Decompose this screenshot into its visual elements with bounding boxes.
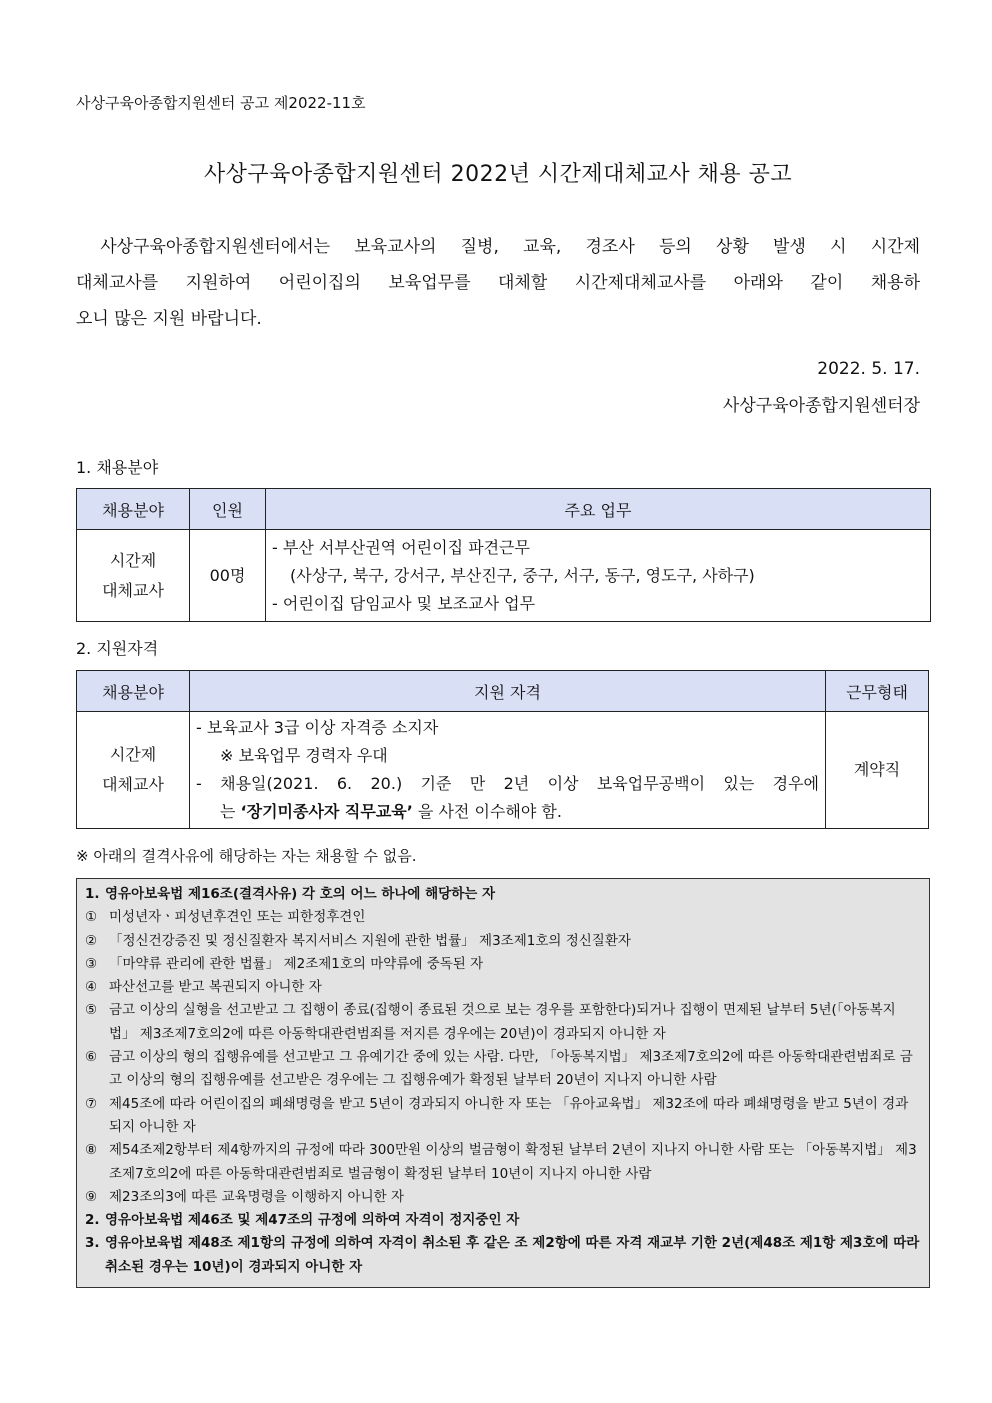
header-cell: 주요 업무: [266, 489, 931, 530]
disq-marker: ⑥: [85, 1049, 98, 1066]
disq-item: [85, 1232, 921, 1279]
disq-text: 미성년자ㆍ피성년후견인 또는 피한정후견인: [109, 909, 366, 926]
table-row: [77, 712, 929, 829]
disq-text: 제45조에 따라 어린이집의 폐쇄명령을 받고 5년이 경과되지 아니한 자 또는 「유아교육법」 제32조에 따라 폐쇄명령을 받고 5년이 경과되지 아니한 자: [109, 1095, 909, 1135]
disq-subitem: [85, 1046, 921, 1093]
signer: 사상구육아종합지원센터장: [722, 396, 920, 416]
disq-text: 금고 이상의 실형을 선고받고 그 집행이 종료(집행이 종료된 것으로 보는 경우를 포함한다)되거나 집행이 면제된 날부터 5년(「아동복지법」 제3조제7호의2에 따른 아동학대관련범죄를 저지른 경우에는 20년)이 경과되지 아니한 자: [109, 1002, 896, 1042]
disq-text: 「정신건강증진 및 정신질환자 복지서비스 지원에 관한 법률」 제3조제1호의 정신질환자: [109, 932, 631, 949]
disq-subitem: [85, 999, 921, 1046]
disq-marker: 3.: [85, 1235, 100, 1252]
duties-cell: [266, 530, 931, 622]
recruitment-field-table: [76, 488, 931, 622]
disq-text: 영유아보육법 제16조(결격사유) 각 호의 어느 하나에 해당하는 자: [105, 886, 496, 902]
qual-emphasis: ‘장기미종사자 직무교육’: [240, 802, 413, 821]
disq-marker: ④: [85, 979, 98, 996]
disq-marker: 2.: [85, 1212, 100, 1229]
disqualification-note: ※ 아래의 결격사유에 해당하는 자는 채용할 수 없음.: [76, 847, 417, 865]
intro-paragraph: [76, 229, 920, 337]
disq-subitem: [85, 1186, 921, 1209]
disq-subitem: [85, 1139, 921, 1186]
notice-number: 사상구육아종합지원센터 공고 제2022-11호: [76, 94, 366, 112]
disq-subitem: [85, 953, 921, 976]
table-header-row: [77, 671, 929, 712]
qual-line: - 보육교사 3급 이상 자격증 소지자: [196, 718, 439, 737]
disq-subitem: [85, 976, 921, 999]
qual-note: ※ 보육업무 경력자 우대: [220, 746, 388, 765]
disq-text: 영유아보육법 제48조 제1항의 규정에 의하여 자격이 취소된 후 같은 조 제2항에 따른 자격 재교부 기한 2년(제48조 제1항 제3호에 따라 취소된 경우는 10년)이 경과되지 아니한 자: [105, 1235, 920, 1275]
disq-text: 제23조의3에 따른 교육명령을 이행하지 아니한 자: [109, 1188, 405, 1205]
duty-line: (사상구, 북구, 강서구, 부산진구, 중구, 서구, 동구, 영도구, 사하구): [290, 565, 755, 585]
disq-text: 영유아보육법 제46조 및 제47조의 규정에 의하여 자격이 정지중인 자: [105, 1212, 520, 1229]
disq-text: 파산선고를 받고 복권되지 아니한 자: [109, 979, 322, 996]
disq-marker: ⑤: [85, 1002, 98, 1019]
disq-subitem: [85, 1093, 921, 1140]
disq-marker: ②: [85, 932, 98, 949]
header-cell: 인원: [190, 489, 266, 530]
field-line: 대체교사: [102, 775, 164, 794]
qual-text: 는: [220, 802, 241, 821]
disq-text: 금고 이상의 형의 집행유예를 선고받고 그 유예기간 중에 있는 사람. 다만, 「아동복지법」 제3조제7호의2에 따른 아동학대관련범죄로 금고 이상의 형의 집행유예를 선고받은 경우에는 그 집행유예가 확정된 날부터 20년이 지나지 아니한 사람: [109, 1049, 913, 1089]
page-title: 사상구육아종합지원센터 2022년 시간제대체교사 채용 공고: [203, 162, 793, 187]
qualification-cell: [190, 712, 826, 829]
table-header-row: [77, 489, 931, 530]
disq-text: 제54조제2항부터 제4항까지의 규정에 따라 300만원 이상의 벌금형이 확정된 날부터 2년이 지나지 아니한 사람 또는 「아동복지법」 제3조제7호의2에 따른 아동학대관련범죄로 벌금형이 확정된 날부터 10년이 지나지 아니한 사람: [109, 1142, 917, 1182]
disq-marker: ⑧: [85, 1142, 98, 1159]
disqualification-box: [76, 878, 930, 1288]
field-line: 대체교사: [102, 580, 164, 600]
disq-subitem: [85, 906, 921, 929]
table-row: [77, 530, 931, 622]
field-cell: [77, 530, 190, 622]
qual-line: [196, 798, 819, 826]
disq-item: [85, 1209, 921, 1232]
intro-line: 사상구육아종합지원센터에서는 보육교사의 질병, 교육, 경조사 등의 상황 발생 시 시간제: [76, 237, 920, 257]
qualification-table: [76, 670, 929, 829]
disq-marker: ①: [85, 909, 98, 926]
header-cell: 지원 자격: [190, 671, 826, 712]
disq-marker: ⑨: [85, 1188, 98, 1205]
disq-item: [85, 883, 921, 906]
disq-marker: ③: [85, 955, 98, 972]
qual-text: 을 사전 이수해야 함.: [412, 802, 562, 821]
notice-date: 2022. 5. 17.: [817, 359, 920, 379]
disq-marker: 1.: [85, 886, 100, 902]
intro-line: 대체교사를 지원하여 어린이집의 보육업무를 대체할 시간제대체교사를 아래와 같이 채용하: [76, 273, 920, 293]
field-line: 시간제: [109, 745, 157, 764]
header-cell: 채용분야: [77, 489, 190, 530]
header-cell: 근무형태: [826, 671, 929, 712]
disq-marker: ⑦: [85, 1095, 98, 1112]
qual-line: - 채용일(2021. 6. 20.) 기준 만 2년 이상 보육업무공백이 있는 경우에: [196, 774, 819, 793]
intro-line: 오니 많은 지원 바랍니다.: [76, 309, 262, 329]
section2-heading: 2. 지원자격: [76, 639, 159, 658]
employment-type-cell: 계약직: [826, 712, 929, 829]
section1-heading: 1. 채용분야: [76, 458, 159, 477]
duty-line: - 어린이집 담임교사 및 보조교사 업무: [272, 593, 536, 613]
duty-line: - 부산 서부산권역 어린이집 파견근무: [272, 537, 530, 557]
count-cell: 00명: [190, 530, 266, 622]
field-line: 시간제: [109, 550, 157, 570]
field-cell: [77, 712, 190, 829]
header-cell: 채용분야: [77, 671, 190, 712]
disq-text: 「마약류 관리에 관한 법률」 제2조제1호의 마약류에 중독된 자: [109, 955, 484, 972]
disq-subitem: [85, 930, 921, 953]
